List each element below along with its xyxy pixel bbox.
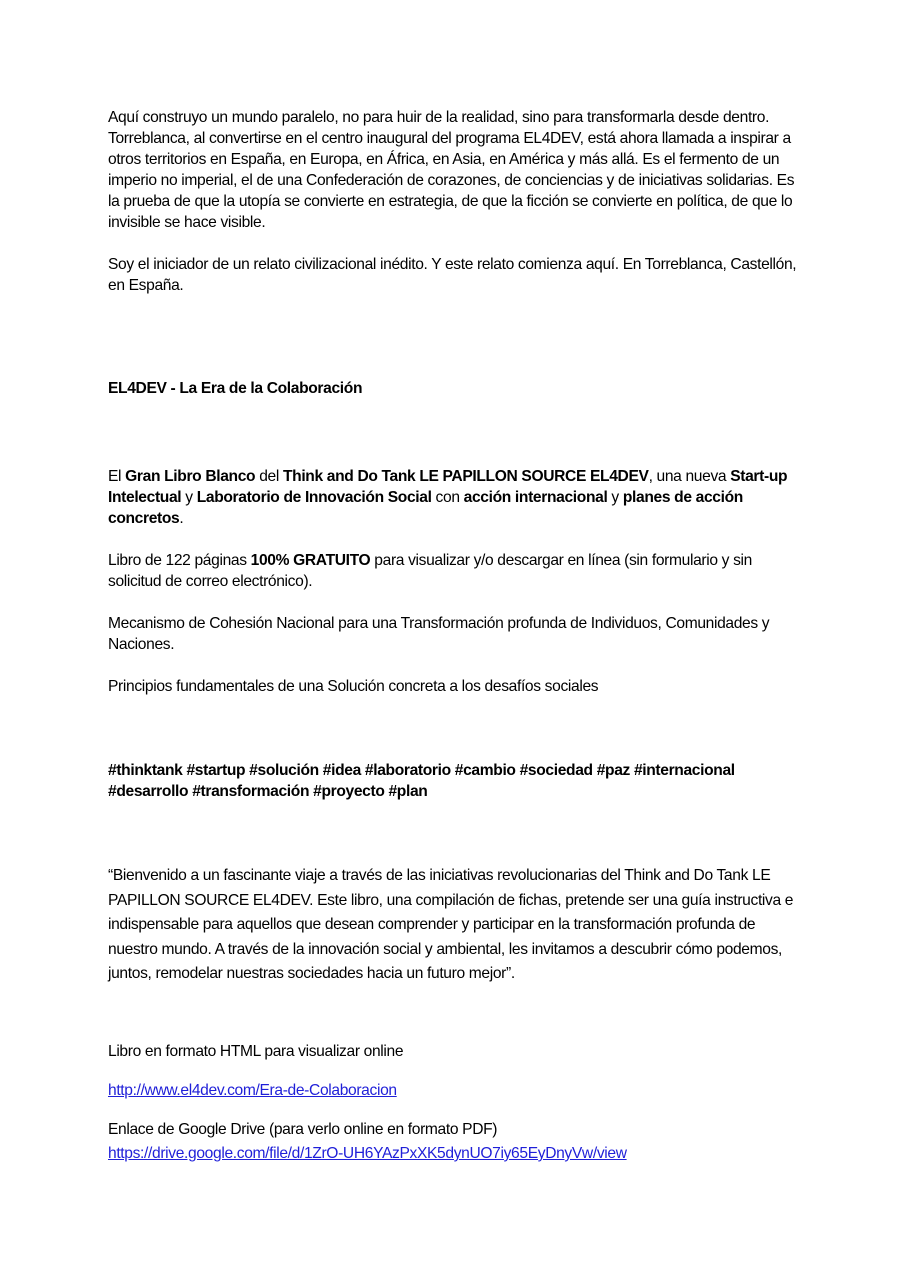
- section-heading: [108, 378, 798, 399]
- drive-label: Enlace de Google Drive (para verlo online en formato PDF): [108, 1121, 498, 1138]
- html-book-link[interactable]: http://www.el4dev.com/Era-de-Colaboracion: [108, 1082, 397, 1099]
- google-drive-link[interactable]: https://drive.google.com/file/d/1ZrO-UH6YAzPxXK5dynUO7iy65EyDnyVw/view: [108, 1145, 627, 1162]
- intro-paragraph-2: Soy el iniciador de un relato civilizacional inédito. Y este relato comienza aquí. En Torreblanca, Castellón, en España.: [108, 256, 797, 294]
- book-bold-4: Laboratorio de Innovación Social: [196, 489, 432, 506]
- book-bold-1: Gran Libro Blanco: [125, 468, 256, 485]
- book-text-4: y: [181, 489, 197, 506]
- free-book-paragraph: [108, 550, 798, 592]
- book-description: [108, 466, 798, 529]
- book-bold-3: Start-up Intelectual: [108, 468, 788, 506]
- free-text-1: Libro de 122 páginas: [108, 552, 251, 569]
- book-text-7: .: [179, 510, 184, 527]
- section-heading-text: EL4DEV - La Era de la Colaboración: [108, 380, 363, 397]
- book-bold-2: Think and Do Tank LE PAPILLON SOURCE EL4DEV: [282, 468, 649, 485]
- book-text-1: El: [108, 468, 126, 485]
- html-book-label: Libro en formato HTML para visualizar online: [108, 1043, 404, 1060]
- drive-link-line: [108, 1143, 798, 1164]
- free-text-2: para visualizar y/o descargar en línea (sin formulario y sin solicitud de correo electrónico).: [108, 552, 752, 590]
- book-bold-5: acción internacional: [463, 489, 608, 506]
- mechanism-paragraph: Mecanismo de Cohesión Nacional para una Transformación profunda de Individuos, Comunidades y Naciones.: [108, 615, 770, 653]
- hashtags: [108, 760, 798, 802]
- intro-paragraph-1: Aquí construyo un mundo paralelo, no para huir de la realidad, sino para transformarla desde dentro. Torreblanca, al convertirse en el centro inaugural del programa EL4DEV, está ahora llamada a inspirar a otros territorios en España, en Europa, en África, en Asia, en América y más allá. Es el fermento de un imperio no imperial, el de una Confederación de corazones, de conciencias y de iniciativas solidarias. Es la prueba de que la utopía se convierte en estrategia, de que la ficción se convierte en política, de que lo invisible se hace visible.: [108, 109, 795, 231]
- book-text-5: con: [431, 489, 464, 506]
- hashtags-text: #thinktank #startup #solución #idea #laboratorio #cambio #sociedad #paz #internacional #desarrollo #transformación #proyecto #plan: [108, 762, 735, 800]
- html-book-link-line: [108, 1080, 798, 1101]
- free-bold: 100% GRATUITO: [250, 552, 371, 569]
- book-bold-6: planes de acción concretos: [108, 489, 743, 527]
- book-text-3: , una nueva: [648, 468, 731, 485]
- book-text-2: del: [255, 468, 283, 485]
- principles-paragraph: Principios fundamentales de una Solución concreta a los desafíos sociales: [108, 678, 599, 695]
- quote-paragraph: “Bienvenido a un fascinante viaje a través de las iniciativas revolucionarias del Think and Do Tank LE PAPILLON SOURCE EL4DEV. Este libro, una compilación de fichas, pretende ser una guía instructiva e indispensable para aquellos que desean comprender y participar en la transformación profunda de nuestro mundo. A través de la innovación social y ambiental, les invitamos a descubrir cómo podemos, juntos, remodelar nuestras sociedades hacia un futuro mejor”.: [108, 867, 794, 982]
- book-text-6: y: [607, 489, 623, 506]
